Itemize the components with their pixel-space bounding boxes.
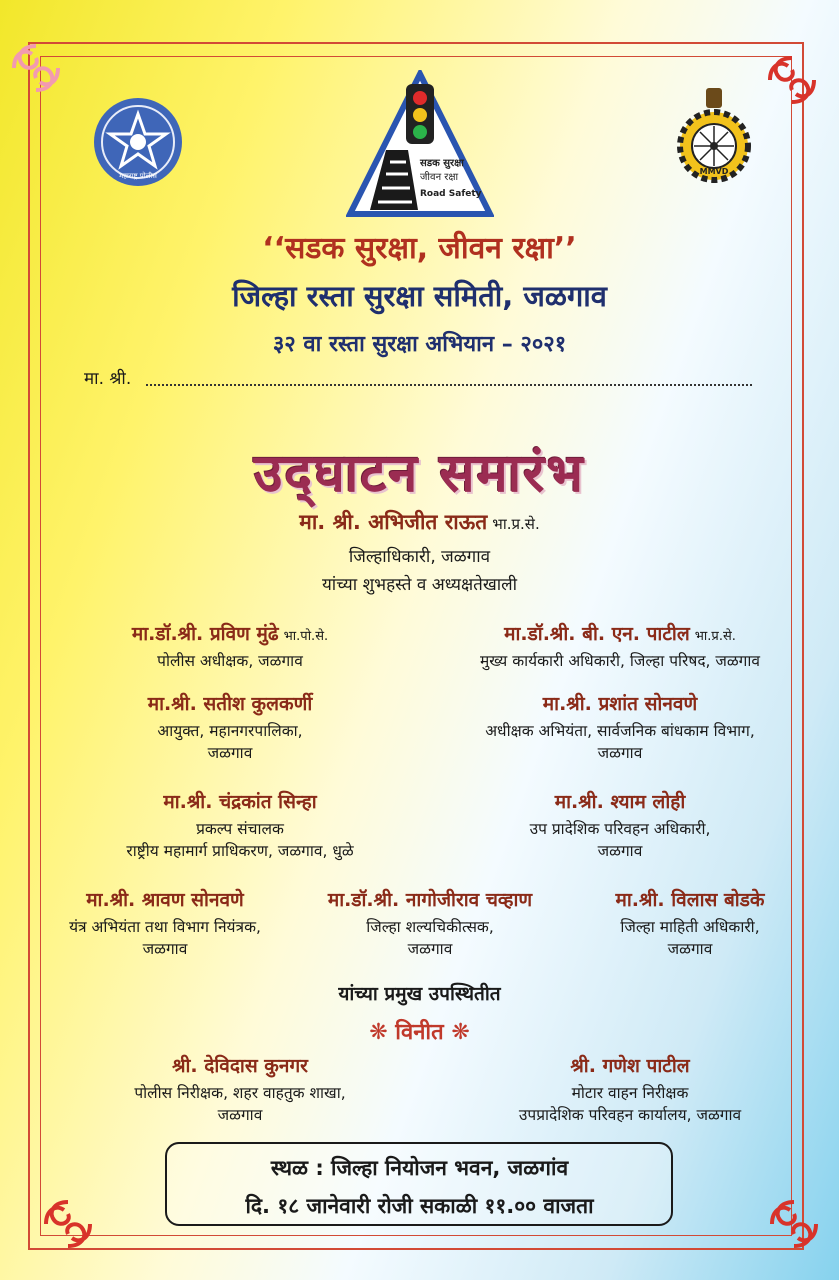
host-1-designation-1: पोलीस निरीक्षक, शहर वाहतुक शाखा, (134, 1084, 346, 1102)
guest-8 (290, 886, 570, 960)
guest-3-designation-2: जळगाव (207, 744, 253, 762)
guest-8-designation-2: जळगाव (407, 940, 453, 958)
guest-2-designation: मुख्य कार्यकारी अधिकारी, जिल्हा परिषद, जळगाव (479, 652, 761, 670)
guest-9-name: मा.श्री. विलास बोडके (615, 889, 765, 911)
guest-5-name: मा.श्री. चंद्रकांत सिन्हा (163, 791, 317, 813)
vinit-label: ❋ विनीत ❋ (369, 1020, 470, 1045)
corner-ornament-top-right-icon (764, 52, 820, 108)
guest-2-name: मा.डॉ.श्री. बी. एन. पाटील (504, 623, 690, 645)
guest-4-designation-1: अधीक्षक अभियंता, सार्वजनिक बांधकाम विभाग, (485, 722, 755, 740)
guest-6-designation-2: जळगाव (597, 842, 643, 860)
committee-title: जिल्हा रस्ता सुरक्षा समिती, जळगाव (232, 279, 607, 313)
road-safety-logo-icon (346, 70, 494, 218)
host-2-designation-1: मोटार वाहन निरीक्षक (571, 1084, 689, 1102)
mmvd-logo-icon (664, 84, 764, 204)
event-title: उद्‌घाटन समारंभ (253, 444, 586, 504)
guest-5-designation-2: राष्ट्रीय महामार्ग प्राधिकरण, जळगाव, धुळे (126, 842, 354, 860)
guest-6-name: मा.श्री. श्याम लोही (554, 791, 686, 813)
addressee-line (146, 384, 752, 386)
corner-ornament-top-left-icon (8, 40, 64, 96)
guest-9 (575, 886, 805, 960)
guest-5-designation-1: प्रकल्प संचालक (196, 820, 284, 838)
road-safety-text-2: जीवन रक्षा (420, 172, 459, 183)
police-seal-text: महाराष्ट्र पोलीस (119, 172, 157, 180)
guest-2-suffix: भा.प्र.से. (694, 629, 736, 644)
guest-1-suffix: भा.पो.से. (283, 629, 329, 644)
guest-1-name: मा.डॉ.श्री. प्रविण मुंढे (131, 623, 279, 645)
guest-6-designation-1: उप प्रादेशिक परिवहन अधिकारी, (529, 820, 711, 838)
host-1-name: श्री. देविदास कुनगर (172, 1055, 308, 1077)
venue-datetime: दि. १८ जानेवारी रोजी सकाळी ११.०० वाजता (245, 1194, 594, 1218)
guest-1 (60, 620, 400, 672)
chief-guest (0, 508, 839, 536)
police-seal-icon (92, 96, 184, 188)
guest-5 (50, 788, 430, 862)
road-safety-text-en: Road Safety (420, 189, 482, 199)
guest-4 (430, 690, 810, 764)
guest-6 (430, 788, 810, 862)
guest-3-designation-1: आयुक्त, महानगरपालिका, (157, 722, 303, 740)
host-1-designation-2: जळगाव (217, 1106, 263, 1124)
guest-3-name: मा.श्री. सतीश कुलकर्णी (147, 693, 313, 715)
guest-2 (430, 620, 810, 672)
campaign-title: ३२ वा रस्ता सुरक्षा अभियान – २०२१ (272, 332, 567, 357)
guest-4-designation-2: जळगाव (597, 744, 643, 762)
presence-note: यांच्या प्रमुख उपस्थितीत (338, 983, 501, 1005)
guest-9-designation-2: जळगाव (667, 940, 713, 958)
chief-guest-suffix: भा.प्र.से. (492, 515, 540, 533)
host-1 (50, 1052, 430, 1126)
guest-7-designation-2: जळगाव (142, 940, 188, 958)
host-2-name: श्री. गणेश पाटील (570, 1055, 690, 1077)
guest-7-name: मा.श्री. श्रावण सोनवणे (86, 889, 244, 911)
host-2-designation-2: उपप्रादेशिक परिवहन कार्यालय, जळगाव (518, 1106, 742, 1124)
venue-place: स्थळ : जिल्हा नियोजन भवन, जळगांव (270, 1156, 569, 1180)
chief-guest-note: यांच्या शुभहस्ते व अध्यक्षतेखाली (321, 575, 518, 595)
mmvd-text: MMVD (699, 167, 729, 176)
guest-8-name: मा.डॉ.श्री. नागोजीराव चव्हाण (327, 889, 533, 911)
guest-4-name: मा.श्री. प्रशांत सोनवणे (542, 693, 698, 715)
slogan: ‘‘सडक सुरक्षा, जीवन रक्षा’’ (262, 231, 577, 266)
chief-guest-name: मा. श्री. अभिजीत राऊत (299, 510, 488, 534)
guest-7-designation-1: यंत्र अभियंता तथा विभाग नियंत्रक, (69, 918, 261, 936)
guest-7 (40, 886, 290, 960)
chief-guest-designation: जिल्हाधिकारी, जळगाव (348, 547, 491, 567)
guest-8-designation-1: जिल्हा शल्यचिकीत्सक, (366, 918, 494, 936)
host-2 (460, 1052, 800, 1126)
guest-9-designation-1: जिल्हा माहिती अधिकारी, (620, 918, 760, 936)
road-safety-text-1: सडक सुरक्षा (420, 158, 464, 169)
guest-3 (60, 690, 400, 764)
guest-1-designation: पोलीस अधीक्षक, जळगाव (157, 652, 303, 670)
addressee-label: मा. श्री. (84, 369, 132, 389)
